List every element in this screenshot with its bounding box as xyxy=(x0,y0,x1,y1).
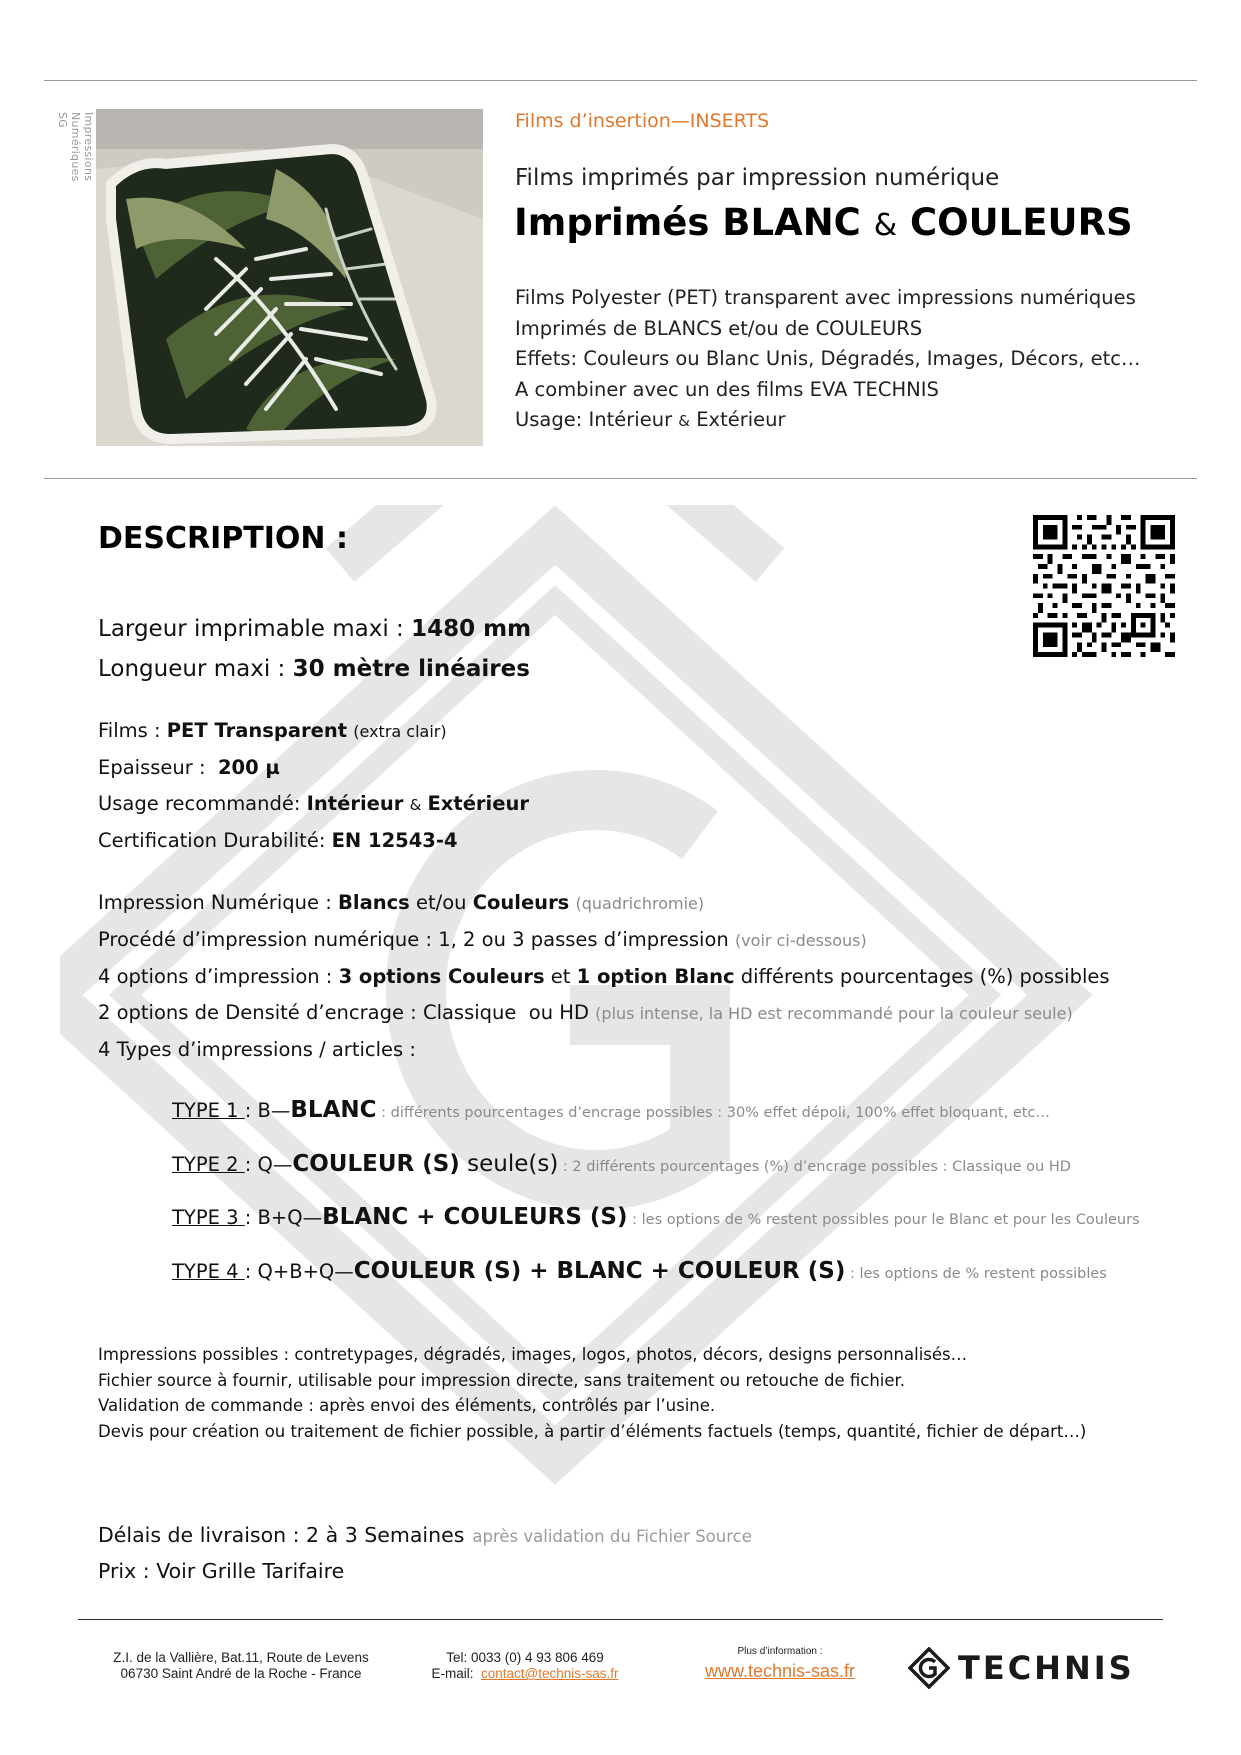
feature-list xyxy=(515,283,1141,437)
website-link[interactable]: www.technis-sas.fr xyxy=(704,1661,856,1681)
feature-item: A combiner avec un des films EVA TECHNIS xyxy=(515,377,939,401)
feature-item: Effets: Couleurs ou Blanc Unis, Dégradés, Images, Décors, etc… xyxy=(515,347,1141,370)
footer-email-line xyxy=(420,1666,630,1682)
note-line: Fichier source à fournir, utilisable pour impression directe, sans traitement ou retouche de fichier. xyxy=(98,1370,906,1390)
type-name: COULEUR (S) + BLANC + COULEUR (S) xyxy=(353,1257,846,1284)
type-label: TYPE 3 xyxy=(172,1206,245,1229)
width-label: Largeur imprimable maxi : xyxy=(98,616,412,642)
type-label: TYPE 4 xyxy=(172,1259,245,1283)
impression-mid: et/ou xyxy=(409,891,473,914)
email-label: E-mail: xyxy=(431,1666,481,1681)
type-code: Q+B+Q— xyxy=(257,1259,354,1283)
usage-suffix: Extérieur xyxy=(696,408,786,431)
feature-usage xyxy=(515,405,1141,437)
note-line: Impressions possibles : contretypages, dégradés, images, logos, photos, décors, designs personnalisés… xyxy=(98,1345,968,1364)
type-name: BLANC xyxy=(290,1097,377,1123)
note-line: Devis pour création ou traitement de fichier possible, à partir d’éléments factuels (temps, quantité, fichier de départ…) xyxy=(98,1421,1087,1441)
cert-value: EN 12543-4 xyxy=(331,829,458,852)
qr-code[interactable] xyxy=(1033,515,1175,657)
brand-name: TECHNIS xyxy=(958,1649,1135,1687)
footer-address xyxy=(96,1650,386,1682)
feature-item: Imprimés de BLANCS et/ou de COULEURS xyxy=(515,316,923,340)
impression-bold-2: Couleurs xyxy=(472,891,570,914)
feature-item: Films Polyester (PET) transparent avec impressions numériques xyxy=(515,286,1136,309)
type-code: B— xyxy=(257,1099,291,1122)
options-prefix: 4 options d’impression : xyxy=(98,965,339,988)
type-code: Q— xyxy=(257,1152,293,1176)
top-rule xyxy=(44,80,1197,81)
type-row: TYPE 1 : B—BLANC : différents pourcentages d’encrage possibles : 30% effet dépoli, 100% effet bloquant, etc… xyxy=(172,1097,1050,1123)
footer-rule xyxy=(78,1619,1163,1620)
process-text: Procédé d’impression numérique : 1, 2 ou 3 passes d’impression xyxy=(98,928,729,951)
delivery-delay: Délais de livraison : 2 à 3 Semaines xyxy=(98,1523,465,1547)
footer-tel: Tel: 0033 (0) 4 93 806 469 xyxy=(446,1650,604,1665)
options-suffix: différents pourcentages (%) possibles xyxy=(734,965,1110,988)
delivery-block xyxy=(98,1518,752,1588)
types-intro: 4 Types d’impressions / articles : xyxy=(98,1038,416,1061)
process-note: (voir ci-dessous) xyxy=(734,931,867,950)
type-row: TYPE 2 : Q—COULEUR (S) seule(s) : 2 différents pourcentages (%) d’encrage possibles : Classique ou HD xyxy=(172,1150,1071,1177)
type-row: TYPE 3 : B+Q—BLANC + COULEURS (S) : les options de % restent possibles pour le Blanc et pour les Couleurs xyxy=(172,1204,1140,1230)
description-heading: DESCRIPTION : xyxy=(98,521,348,556)
films-label: Films : xyxy=(98,719,167,742)
type-row: TYPE 4 : Q+B+Q—COULEUR (S) + BLANC + COULEUR (S) : les options de % restent possibles xyxy=(172,1257,1107,1284)
impression-bold-1: Blancs xyxy=(338,891,410,914)
cert-line xyxy=(98,823,529,859)
type-note: : différents pourcentages d’encrage possibles : 30% effet dépoli, 100% effet bloquant, etc… xyxy=(376,1105,1050,1121)
footer-contact xyxy=(420,1650,630,1682)
category-label: Films d’insertion—INSERTS xyxy=(515,110,770,132)
title-part-1: Imprimés BLANC xyxy=(514,201,861,244)
process-line xyxy=(98,922,1110,959)
thickness-value: 200 µ xyxy=(217,756,280,779)
length-value: 30 mètre linéaires xyxy=(292,656,530,682)
type-code: B+Q— xyxy=(257,1206,323,1229)
options-line xyxy=(98,959,1110,995)
page-subtitle: Films imprimés par impression numérique xyxy=(515,165,1000,191)
usage-amp: & xyxy=(678,412,690,430)
more-info-label: Plus d’information : xyxy=(737,1646,823,1657)
options-bold-1: 3 options Couleurs xyxy=(338,965,545,988)
product-photo xyxy=(96,109,483,446)
density-line xyxy=(98,995,1110,1032)
type-note: : 2 différents pourcentages (%) d’encrage possibles : Classique ou HD xyxy=(558,1158,1071,1175)
usage-value-1: Intérieur xyxy=(306,792,404,815)
document-reference: Impressions Numériques SG xyxy=(56,112,95,182)
impression-note: (quadrichromie) xyxy=(575,894,705,913)
films-value: PET Transparent xyxy=(166,719,348,742)
length-line xyxy=(98,649,531,689)
films-line xyxy=(98,713,529,750)
density-note: (plus intense, la HD est recommandé pour la couleur seule) xyxy=(595,1004,1073,1023)
page-title xyxy=(514,201,1133,244)
dimensions-block xyxy=(98,609,531,689)
thickness-label: Epaisseur : xyxy=(98,756,218,779)
delivery-note: après validation du Fichier Source xyxy=(472,1527,752,1546)
density-text: 2 options de Densité d’encrage : Classique ou HD xyxy=(98,1001,589,1024)
impression-label: Impression Numérique : xyxy=(98,891,339,914)
address-line-1: Z.I. de la Vallière, Bat.11, Route de Levens xyxy=(113,1650,369,1665)
printing-block xyxy=(98,885,1110,1068)
usage-label: Usage recommandé: xyxy=(98,792,307,815)
title-part-2: COULEURS xyxy=(910,201,1133,244)
type-label: TYPE 2 xyxy=(172,1152,245,1176)
options-mid: et xyxy=(544,965,577,988)
cert-label: Certification Durabilité: xyxy=(98,829,332,852)
email-link[interactable]: contact@technis-sas.fr xyxy=(481,1666,619,1681)
note-line: Validation de commande : après envoi des éléments, contrôlés par l’usine. xyxy=(98,1396,716,1415)
thickness-line xyxy=(98,750,529,786)
address-line-2: 06730 Saint André de la Roche - France xyxy=(120,1666,362,1681)
options-bold-2: 1 option Blanc xyxy=(576,965,735,988)
usage-prefix: Usage: Intérieur xyxy=(515,408,673,431)
types-list xyxy=(172,1097,1140,1311)
type-name: BLANC + COULEURS (S) xyxy=(322,1204,628,1230)
usage-line xyxy=(98,786,529,823)
length-label: Longueur maxi : xyxy=(98,656,293,682)
width-line xyxy=(98,609,531,649)
brand-logo xyxy=(908,1645,1135,1691)
type-label: TYPE 1 xyxy=(172,1099,245,1122)
usage-value-2: Extérieur xyxy=(427,792,529,815)
type-name-extra: seule(s) xyxy=(459,1150,559,1177)
type-name: COULEUR (S) xyxy=(292,1150,460,1177)
notes-block xyxy=(98,1342,1086,1444)
price-line: Prix : Voir Grille Tarifaire xyxy=(98,1559,345,1583)
type-note: : les options de % restent possibles pour le Blanc et pour les Couleurs xyxy=(627,1212,1140,1228)
title-amp: & xyxy=(873,208,898,243)
type-note: : les options de % restent possibles xyxy=(845,1265,1107,1282)
specs-block xyxy=(98,713,529,859)
website-line xyxy=(680,1661,880,1682)
delivery-line xyxy=(98,1518,752,1554)
usage-amp-desc: & xyxy=(409,796,422,814)
width-value: 1480 mm xyxy=(411,616,532,642)
header-bottom-rule xyxy=(44,478,1197,479)
impression-line xyxy=(98,885,1110,922)
technis-logo-icon xyxy=(908,1647,950,1689)
films-note: (extra clair) xyxy=(353,722,447,741)
